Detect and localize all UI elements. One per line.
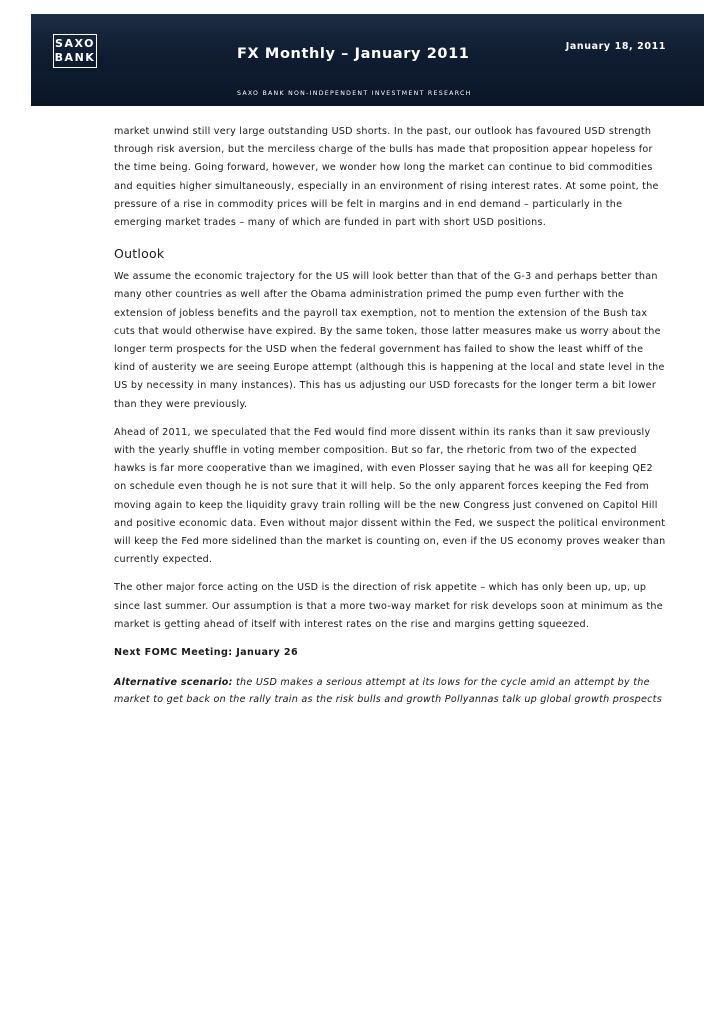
paragraph-outlook-3: The other major force acting on the USD is the direction of risk appetite – which has only been up, up, up since last summer. Our assumption is that a more two-way market for risk develops soon at minimum as the market is getting ahead of itself with interest rates on the rise and margins getting squeezed. [114,582,663,630]
report-date: January 18, 2011 [565,41,666,52]
document-body [114,123,666,708]
saxo-bank-logo [53,34,97,68]
paragraph-outlook-2: Ahead of 2011, we speculated that the Fed would find more dissent within its ranks than it saw previously with the yearly shuffle in voting member composition. But so far, the rhetoric from two of the expected hawks is far more cooperative than we imagined, with even Plosser saying that he was all for keeping QE2 on schedule even though he is not sure that it will help. So the only apparent forces keeping the Fed from moving again to keep the liquidity gravy train rolling will be the new Congress just convened on Capitol Hill and positive economic data. Even without major dissent within the Fed, we suspect the political environment will keep the Fed more sidelined than the market is counting on, even if the US economy proves weaker than currently expected. [114,426,666,566]
alternative-scenario-text: the USD makes a serious attempt at its lows for the cycle amid an attempt by the market to get back on the rally train as the risk bulls and growth Pollyannas talk up global growth prospects [114,677,662,706]
paragraph-outlook-1: We assume the economic trajectory for the US will look better than that of the G-3 and perhaps better than many other countries as well after the Obama administration primed the pump even further with the extension of jobless benefits and the payroll tax exemption, not to mention the extension of the Bush tax cuts that would otherwise have expired. By the same token, those latter measures make us worry about the longer term prospects for the USD when the federal government has failed to show the least whiff of the kind of austerity we are seeing Europe attempt (although this is happening at the local and state level in the US by necessity in many instances). This has us adjusting our USD forecasts for the longer term a bit lower than they were previously. [114,271,665,410]
logo-text-top: SAXO [55,37,95,50]
alternative-scenario-label: Alternative scenario: [114,677,233,689]
paragraph-intro: market unwind still very large outstanding USD shorts. In the past, our outlook has favoured USD strength through risk aversion, but the merciless charge of the bulls has made that proposition appear hopeless for the time being. Going forward, however, we wonder how long the market can continue to bid commodities and equities higher simultaneously, especially in an environment of rising interest rates. At some point, the pressure of a rise in commodity prices will be felt in margins and in end demand – particularly in the emerging market trades – many of which are funded in part with short USD positions. [114,126,659,229]
research-disclaimer: SAXO BANK NON-INDEPENDENT INVESTMENT RESEARCH [237,90,472,97]
alternative-scenario [114,674,666,708]
heading-outlook: Outlook [114,246,165,262]
fomc-meeting-line: Next FOMC Meeting: January 26 [114,647,299,659]
logo-text-bottom: BANK [54,51,96,64]
report-title: FX Monthly – January 2011 [237,46,470,62]
report-header [31,14,704,106]
